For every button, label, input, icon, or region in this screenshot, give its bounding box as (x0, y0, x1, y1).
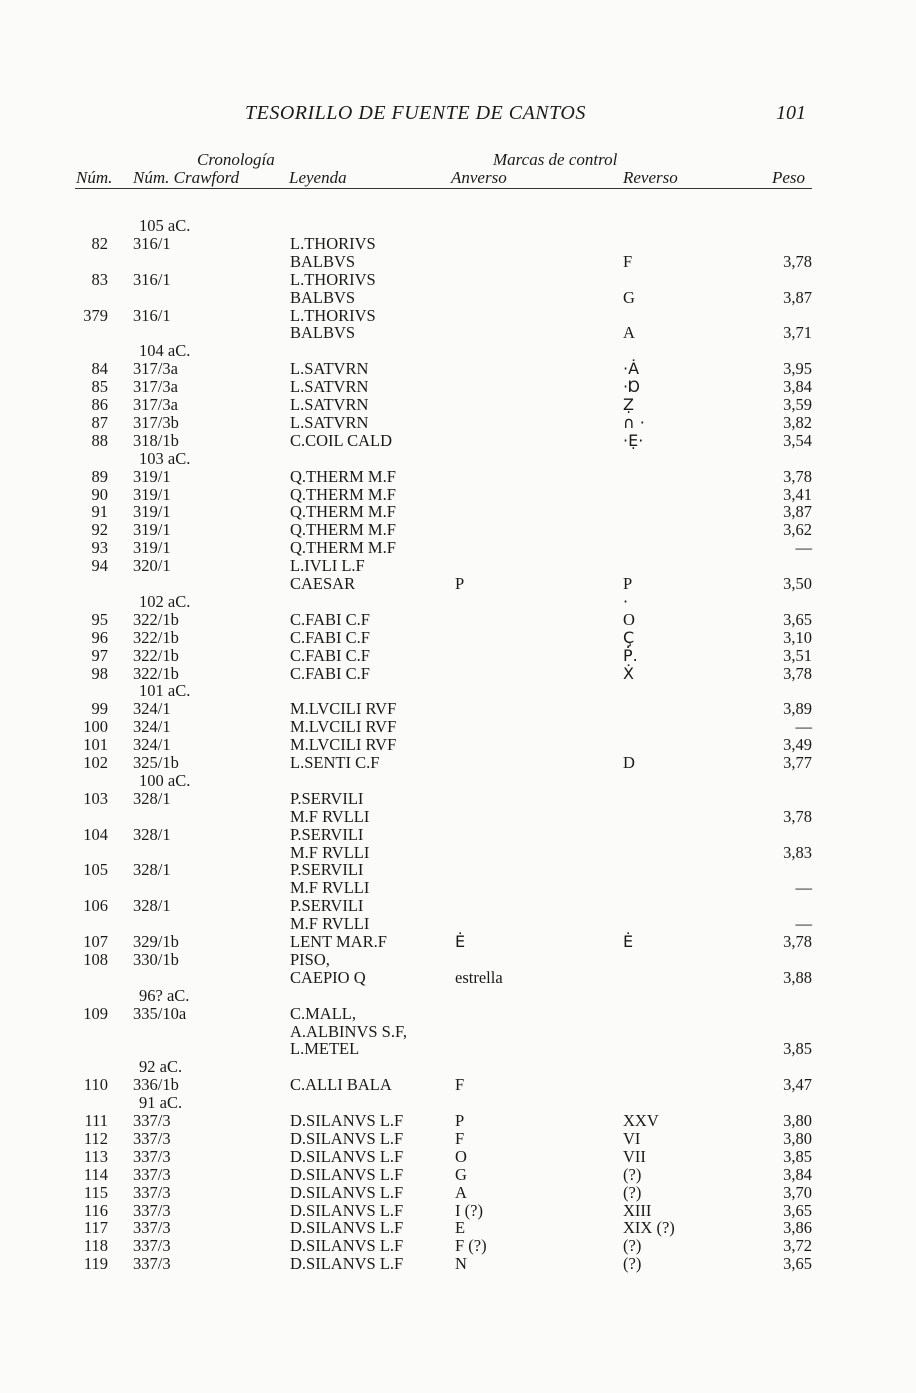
table-row (0, 861, 916, 879)
cell-leyenda: C.FABI C.F (290, 663, 370, 683)
table-row (0, 1130, 916, 1148)
cell-peso: 3,85 (783, 1146, 812, 1166)
table-row (0, 611, 916, 629)
cell-peso: — (795, 717, 812, 737)
cell-reverso: O (623, 609, 635, 629)
cell-leyenda: M.F RVLLI (290, 842, 370, 862)
cell-num: 86 (91, 395, 108, 414)
table-row (0, 897, 916, 915)
cell-anverso: A (455, 1182, 467, 1202)
cell-num: 85 (91, 377, 108, 397)
cell-peso: 3,95 (783, 359, 812, 379)
column-header-anverso: Anverso (451, 168, 507, 187)
date-row (0, 1094, 916, 1112)
cell-leyenda: L.IVLI L.F (290, 556, 365, 576)
date-label: 96? aC. (139, 985, 190, 1005)
cell-reverso: ∩ · (623, 412, 645, 432)
cell-leyenda: D.SILANVS L.F (290, 1182, 404, 1202)
cell-crawford: 322/1b (133, 627, 179, 647)
column-header-peso: Peso (772, 168, 806, 187)
table-row (0, 253, 916, 271)
cell-crawford: 328/1 (133, 896, 171, 916)
cell-num: 98 (91, 663, 108, 683)
cell-anverso: G (455, 1164, 467, 1184)
cell-leyenda: M.F RVLLI (290, 878, 370, 898)
date-label: 104 aC. (139, 341, 191, 361)
cell-leyenda: D.SILANVS L.F (290, 1164, 404, 1184)
cell-num: 100 (83, 717, 108, 737)
cell-leyenda: C.ALLI BALA (290, 1075, 392, 1095)
cell-anverso: P (455, 1111, 465, 1130)
cell-leyenda: CAESAR (290, 574, 356, 593)
cell-leyenda: D.SILANVS L.F (290, 1236, 404, 1256)
cell-leyenda: D.SILANVS L.F (290, 1128, 404, 1148)
cell-crawford: 328/1 (133, 788, 171, 808)
table-row (0, 307, 916, 325)
cell-reverso: ·Ȧ (623, 359, 640, 379)
cell-peso: 3,65 (783, 1254, 812, 1274)
cell-leyenda: BALBVS (290, 251, 356, 271)
table-row (0, 808, 916, 826)
cell-crawford: 316/1 (133, 305, 171, 325)
cell-leyenda: D.SILANVS L.F (290, 1254, 404, 1274)
cell-crawford: 337/3 (133, 1164, 171, 1184)
cell-num: 82 (91, 233, 108, 253)
column-header-leyenda: Leyenda (289, 168, 347, 187)
cell-peso: 3,70 (783, 1182, 812, 1202)
table-row (0, 647, 916, 665)
cell-leyenda: L.SATVRN (290, 377, 369, 397)
table-row (0, 951, 916, 969)
date-row (0, 342, 916, 360)
cell-num: 95 (91, 609, 108, 629)
cell-peso: 3,85 (783, 1039, 812, 1059)
table-row (0, 933, 916, 951)
cell-crawford: 319/1 (133, 466, 171, 486)
cell-peso: 3,87 (783, 502, 812, 522)
cell-leyenda: PISO, (290, 949, 330, 969)
cell-crawford: 316/1 (133, 233, 171, 253)
cell-reverso: P (623, 574, 633, 593)
cell-peso: 3,78 (783, 663, 812, 683)
cell-reverso: (?) (623, 1236, 642, 1256)
table-row (0, 844, 916, 862)
cell-crawford: 318/1b (133, 430, 179, 450)
cell-reverso: ·Ẹ· (623, 430, 644, 450)
cell-num: 93 (91, 538, 108, 558)
cell-reverso: (?) (623, 1254, 642, 1274)
cell-leyenda: P.SERVILI (290, 896, 364, 916)
cell-leyenda: L.SATVRN (290, 395, 369, 414)
cell-num: 101 (83, 735, 108, 755)
cell-reverso: VII (623, 1146, 646, 1166)
table-row (0, 271, 916, 289)
cell-num: 91 (91, 502, 108, 522)
running-title: TESORILLO DE FUENTE DE CANTOS (245, 102, 586, 124)
table-row (0, 736, 916, 754)
cell-peso: 3,54 (783, 430, 812, 450)
cell-reverso: · (623, 591, 629, 611)
column-header-num: Núm. (76, 168, 113, 187)
cell-reverso: F (623, 251, 633, 271)
cell-crawford: 320/1 (133, 556, 171, 576)
cell-leyenda: D.SILANVS L.F (290, 1111, 404, 1130)
cell-reverso: (?) (623, 1164, 642, 1184)
date-label: 91 aC. (139, 1093, 183, 1113)
cell-peso: 3,84 (783, 377, 812, 397)
cell-crawford: 322/1b (133, 609, 179, 629)
cell-leyenda: D.SILANVS L.F (290, 1200, 404, 1220)
cell-peso: 3,89 (783, 699, 812, 719)
cell-anverso: F (455, 1128, 465, 1148)
table-row (0, 1023, 916, 1041)
cell-peso: 3,82 (783, 412, 812, 432)
cell-anverso: Ė (455, 932, 466, 951)
cell-leyenda: L.THORIVS (290, 233, 376, 253)
cell-leyenda: Q.THERM M.F (290, 466, 396, 486)
table-row (0, 235, 916, 253)
cell-peso: 3,78 (783, 251, 812, 271)
cell-leyenda: Q.THERM M.F (290, 484, 396, 504)
cell-crawford: 317/3b (133, 412, 179, 432)
table-row (0, 539, 916, 557)
cell-leyenda: P.SERVILI (290, 860, 364, 880)
cell-reverso: Ẋ (623, 663, 634, 683)
cell-leyenda: L.METEL (290, 1039, 360, 1059)
cell-reverso: A (623, 323, 635, 343)
cell-num: 105 (83, 860, 108, 880)
cell-crawford: 336/1b (133, 1075, 179, 1095)
cell-anverso: P (455, 574, 465, 593)
cell-leyenda: Q.THERM M.F (290, 538, 396, 558)
cell-peso: 3,41 (783, 484, 812, 504)
cell-peso: 3,71 (783, 323, 812, 343)
cell-leyenda: M.LVCILI RVF (290, 699, 397, 719)
cell-peso: 3,77 (783, 753, 812, 772)
table-row (0, 575, 916, 593)
cell-leyenda: L.SATVRN (290, 412, 369, 432)
cell-crawford: 335/10a (133, 1003, 187, 1023)
cell-peso: 3,49 (783, 735, 812, 755)
cell-peso: — (795, 878, 812, 898)
cell-num: 106 (83, 896, 108, 916)
cell-crawford: 328/1 (133, 824, 171, 844)
table-row (0, 468, 916, 486)
cell-num: 117 (83, 1218, 108, 1238)
cell-crawford: 325/1b (133, 753, 179, 772)
date-row (0, 450, 916, 468)
cell-crawford: 322/1b (133, 663, 179, 683)
cell-leyenda: L.SATVRN (290, 359, 369, 379)
cell-crawford: 319/1 (133, 538, 171, 558)
cell-num: 379 (83, 305, 108, 325)
header-rule (75, 188, 812, 189)
cell-anverso: N (455, 1254, 467, 1274)
cell-reverso: XXV (623, 1111, 659, 1130)
cell-num: 104 (83, 824, 108, 844)
cell-leyenda: C.FABI C.F (290, 645, 370, 665)
cell-crawford: 324/1 (133, 699, 171, 719)
cell-peso: 3,80 (783, 1111, 812, 1130)
cell-reverso: Ç (623, 627, 635, 647)
table-row (0, 1255, 916, 1273)
table-row (0, 754, 916, 772)
cell-leyenda: M.F RVLLI (290, 806, 370, 826)
cell-peso: 3,88 (783, 967, 812, 987)
table-row (0, 378, 916, 396)
cell-crawford: 319/1 (133, 502, 171, 522)
table-row (0, 1076, 916, 1094)
cell-crawford: 316/1 (133, 269, 171, 289)
table-row (0, 1148, 916, 1166)
date-row (0, 593, 916, 611)
cell-crawford: 328/1 (133, 860, 171, 880)
cell-crawford: 337/3 (133, 1146, 171, 1166)
table-row (0, 432, 916, 450)
cell-leyenda: P.SERVILI (290, 788, 364, 808)
cell-leyenda: D.SILANVS L.F (290, 1218, 404, 1238)
cell-anverso: I (?) (455, 1200, 483, 1220)
table-row (0, 790, 916, 808)
cell-peso: 3,78 (783, 932, 812, 951)
cell-num: 92 (91, 520, 108, 540)
cell-num: 116 (83, 1200, 108, 1220)
cell-crawford: 319/1 (133, 520, 171, 540)
cell-leyenda: A.ALBINVS S.F, (290, 1021, 407, 1041)
column-group-cronologia: Cronología (197, 150, 275, 169)
cell-leyenda: C.COIL CALD (290, 430, 393, 450)
cell-crawford: 324/1 (133, 717, 171, 737)
table-row (0, 1184, 916, 1202)
date-row (0, 217, 916, 235)
cell-leyenda: M.LVCILI RVF (290, 717, 397, 737)
cell-reverso: Ẓ (623, 395, 634, 414)
date-label: 101 aC. (139, 681, 191, 701)
cell-crawford: 337/3 (133, 1128, 171, 1148)
cell-leyenda: LENT MAR.F (290, 932, 387, 951)
cell-num: 96 (91, 627, 108, 647)
cell-peso: — (795, 914, 812, 934)
column-group-marcas: Marcas de control (493, 150, 618, 169)
date-label: 92 aC. (139, 1057, 183, 1077)
cell-peso: 3,65 (783, 609, 812, 629)
table-row (0, 289, 916, 307)
cell-reverso: Ṗ. (623, 645, 638, 665)
cell-num: 84 (91, 359, 108, 379)
cell-leyenda: BALBVS (290, 287, 356, 307)
cell-peso: 3,62 (783, 520, 812, 540)
table-row (0, 826, 916, 844)
cell-num: 94 (91, 556, 108, 576)
cell-crawford: 337/3 (133, 1182, 171, 1202)
table-row (0, 879, 916, 897)
cell-reverso: XIII (623, 1200, 652, 1220)
cell-anverso: E (455, 1218, 466, 1238)
cell-reverso: XIX (?) (623, 1218, 675, 1238)
cell-num: 110 (83, 1075, 108, 1095)
cell-reverso: ·Ɒ (623, 377, 641, 397)
cell-crawford: 337/3 (133, 1111, 171, 1130)
cell-leyenda: L.SENTI C.F (290, 753, 380, 772)
table-row (0, 360, 916, 378)
table-row (0, 1040, 916, 1058)
cell-peso: 3,80 (783, 1128, 812, 1148)
cell-crawford: 319/1 (133, 484, 171, 504)
table-row (0, 1112, 916, 1130)
date-row (0, 1058, 916, 1076)
date-row (0, 987, 916, 1005)
column-header-crawford: Núm. Crawford (133, 168, 240, 187)
table-row (0, 1005, 916, 1023)
cell-crawford: 329/1b (133, 932, 179, 951)
cell-crawford: 317/3a (133, 359, 178, 379)
cell-peso: 3,78 (783, 806, 812, 826)
cell-peso: 3,50 (783, 574, 812, 593)
table-row (0, 557, 916, 575)
cell-leyenda: C.MALL, (290, 1003, 356, 1023)
cell-leyenda: L.THORIVS (290, 305, 376, 325)
cell-leyenda: BALBVS (290, 323, 356, 343)
table-row (0, 629, 916, 647)
cell-num: 88 (91, 430, 108, 450)
table-row (0, 1202, 916, 1220)
cell-peso: 3,78 (783, 466, 812, 486)
cell-num: 113 (83, 1146, 108, 1166)
cell-leyenda: Q.THERM M.F (290, 520, 396, 540)
cell-crawford: 337/3 (133, 1236, 171, 1256)
cell-num: 102 (83, 753, 108, 772)
table-row (0, 915, 916, 933)
cell-crawford: 322/1b (133, 645, 179, 665)
cell-peso: 3,10 (783, 627, 812, 647)
cell-num: 119 (83, 1254, 108, 1274)
cell-peso: 3,83 (783, 842, 812, 862)
table-row (0, 521, 916, 539)
cell-num: 115 (83, 1182, 108, 1202)
table-row (0, 969, 916, 987)
cell-num: 89 (91, 466, 108, 486)
cell-leyenda: P.SERVILI (290, 824, 364, 844)
column-header-reverso: Reverso (623, 168, 678, 187)
cell-num: 112 (83, 1128, 108, 1148)
cell-num: 118 (83, 1236, 108, 1256)
cell-reverso: (?) (623, 1182, 642, 1202)
cell-leyenda: C.FABI C.F (290, 609, 370, 629)
table-row (0, 1219, 916, 1237)
cell-anverso: O (455, 1146, 467, 1166)
cell-anverso: F (?) (455, 1236, 487, 1256)
cell-num: 103 (83, 788, 108, 808)
cell-num: 83 (91, 269, 108, 289)
cell-peso: — (795, 538, 812, 558)
cell-num: 114 (83, 1164, 108, 1184)
cell-crawford: 317/3a (133, 377, 178, 397)
date-label: 102 aC. (139, 591, 191, 611)
cell-peso: 3,84 (783, 1164, 812, 1184)
cell-leyenda: M.F RVLLI (290, 914, 370, 934)
cell-num: 87 (91, 412, 108, 432)
cell-num: 99 (91, 699, 108, 719)
cell-leyenda: D.SILANVS L.F (290, 1146, 404, 1166)
table-row (0, 324, 916, 342)
cell-leyenda: C.FABI C.F (290, 627, 370, 647)
cell-num: 90 (91, 484, 108, 504)
cell-leyenda: L.THORIVS (290, 269, 376, 289)
cell-anverso: estrella (455, 967, 503, 987)
cell-reverso: VI (623, 1128, 641, 1148)
cell-peso: 3,87 (783, 287, 812, 307)
cell-reverso: D (623, 753, 635, 772)
cell-num: 111 (84, 1111, 108, 1130)
cell-num: 108 (83, 949, 108, 969)
cell-anverso: F (455, 1075, 465, 1095)
table-row (0, 1237, 916, 1255)
cell-crawford: 337/3 (133, 1254, 171, 1274)
table-row (0, 665, 916, 683)
date-label: 105 aC. (139, 216, 191, 235)
table-row (0, 503, 916, 521)
table-row (0, 414, 916, 432)
cell-leyenda: M.LVCILI RVF (290, 735, 397, 755)
table-row (0, 1166, 916, 1184)
table-row (0, 700, 916, 718)
date-row (0, 772, 916, 790)
cell-num: 109 (83, 1003, 108, 1023)
cell-reverso: G (623, 287, 635, 307)
cell-leyenda: Q.THERM M.F (290, 502, 396, 522)
date-label: 103 aC. (139, 448, 191, 468)
cell-peso: 3,47 (783, 1075, 812, 1095)
cell-crawford: 324/1 (133, 735, 171, 755)
table-row (0, 486, 916, 504)
cell-crawford: 337/3 (133, 1200, 171, 1220)
table-row (0, 718, 916, 736)
cell-num: 107 (83, 932, 108, 951)
cell-peso: 3,86 (783, 1218, 812, 1238)
cell-num: 97 (91, 645, 108, 665)
cell-peso: 3,51 (783, 645, 812, 665)
date-row (0, 682, 916, 700)
cell-crawford: 337/3 (133, 1218, 171, 1238)
cell-peso: 3,65 (783, 1200, 812, 1220)
cell-peso: 3,72 (783, 1236, 812, 1256)
cell-crawford: 330/1b (133, 949, 179, 969)
cell-peso: 3,59 (783, 395, 812, 414)
date-label: 100 aC. (139, 770, 191, 790)
cell-leyenda: CAEPIO Q (290, 967, 366, 987)
page-number: 101 (776, 102, 806, 124)
cell-crawford: 317/3a (133, 395, 178, 414)
table-row (0, 396, 916, 414)
cell-reverso: Ė (623, 932, 634, 951)
